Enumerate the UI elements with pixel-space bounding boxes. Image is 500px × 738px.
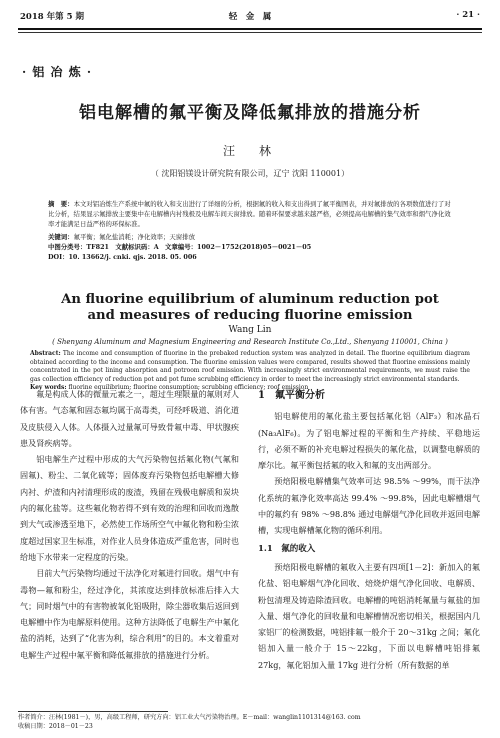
clc-line: 中图分类号：TF821 文献标识码：A 文章编号：1002－1752(2018)05－0021－05 xyxy=(48,243,312,251)
en-abstract-label: Abstract: xyxy=(30,350,61,357)
body-paragraph: 铝电解使用的氟化盐主要包括氟化铝（AlF₃）和冰晶石(Na₃AlF₆)。为了铝电解过程的平衡和生产持续、平稳地运行，必须不断的补充电解过程损失的氟化盐，以调整电解质的摩尔比。氟平衡包括氟的收入和氟的支出两部分。 xyxy=(258,411,480,471)
cn-author: 汪 林 xyxy=(222,144,277,158)
journal-name: 轻 金 属 xyxy=(228,12,272,22)
cn-keywords-text: 氟平衡；氟化盐消耗；净化效率；天窗排放 xyxy=(73,233,195,241)
cn-keywords-label: 关键词： xyxy=(48,233,74,241)
en-keywords-text: fluorine equilibrium; fluorine consumption; scrubbing efficiency; roof emission xyxy=(68,384,309,392)
subsection-1-1-heading: 1.1 氟的收入 xyxy=(258,543,316,554)
body-right-column xyxy=(258,386,480,673)
section-1-heading: 1 氟平衡分析 xyxy=(258,390,325,401)
section-tag: · 铝 冶 炼 · xyxy=(22,65,93,79)
en-title-line1: An fluorine equilibrium of aluminum reduction pot xyxy=(61,292,439,307)
footnote-rule xyxy=(18,711,168,712)
body-paragraph: 预焙阳极电解槽集气效率可达 98.5% ～99%，而干法净化系统的氟净化效率高达 99.4% ～99.8%，因此电解槽烟气中的氟约有 98% ～98.8% 通过电解烟气净化回收并返回电解槽，实现电解槽氟化物的循环利用。 xyxy=(258,476,480,536)
body-paragraph: 铝电解生产过程中形成的大气污染物包括氟化物(气氟和固氟)、粉尘、二氧化硫等；固体废弃污染物包括电解槽大修内衬、炉渣和内衬清理形成的废渣，残留在残极电解质和炭块内的氟化盐等。这些氟化物若得不到有效的治理和回收而逸散到大气或渗透至地下，必然使工作场所空气中氟化物和粉尘浓度超过国家卫生标准，对作业人员身体造成严重危害，同时也给地下水带来一定程度的污染。 xyxy=(20,454,239,562)
cn-abstract-text: 本文对铝冶炼生产系统中氟的收入和支出进行了详细的分析，根据氟的收入和支出得到了氟平衡图表，并对氟排放的各项数值进行了对比分析，结果显示氟排放主要集中在电解槽内衬残极及电解车间天窗排放。随着环保要求越来越严格，必须提高电解槽的集气效率和烟气净化效率才能满足日益严格的环保标准。 xyxy=(48,200,451,228)
cn-abstract xyxy=(48,199,456,229)
cn-abstract-label: 摘 要： xyxy=(48,200,74,208)
en-abstract-text: The income and consumption of fluorine in the prebaked reduction system was analyzed in detail. The fluorine equilibrium diagram obtained according to the income and consumption. The fluorine emission values were compared, results showed that fluorine emissions mainly concentrated in the pot lining absorption and potroom roof emission. With increasingly strict environmental requirements, we must raise the gas collection efficiency of reduction pot and pot fume scrubbing efficiency in order to meet the increasingly strict environmental standards. xyxy=(30,350,470,383)
cn-title: 铝电解槽的氟平衡及降低氟排放的措施分析 xyxy=(79,103,421,123)
en-title xyxy=(0,292,500,324)
en-author: Wang Lin xyxy=(228,325,272,335)
issue-label: 2018 年第 5 期 xyxy=(20,12,84,22)
footnote-author-bio: 作者简介：汪林(1981－)，男，高级工程师，研究方向：铝工业大气污染物治理。E－mail：wanglin1101314@163. com xyxy=(18,714,361,721)
cn-keywords xyxy=(48,232,456,242)
body-paragraph: 目前大气污染物均通过干法净化对氟进行回收。烟气中有毒物—氟和粉尘，经过净化，其浓度达到排放标准后排入大气；同时烟气中的有害物被氧化铝吸附，除尘器收集后返回到电解槽中作为电解原料使用。这种方法降低了电解生产中氟化盐的消耗，达到了“化害为利，综合利用”的目的。本文着重对电解生产过程中氟平衡和降低氟排放的措施进行分析。 xyxy=(20,568,239,660)
doi-line: DOI：10. 13662/j. cnki. qjs. 2018. 05. 006 xyxy=(48,253,197,261)
body-left-column xyxy=(20,386,239,663)
cn-affiliation: （ 沈阳铝镁设计研究院有限公司，辽宁 沈阳 110001） xyxy=(150,169,350,178)
en-affiliation: ( Shenyang Aluminum and Magnesium Engineering and Research Institute Co.,Ltd., Shenyang 110001, China ) xyxy=(52,338,448,346)
en-title-line2: and measures of reducing fluorine emission xyxy=(87,308,413,323)
body-paragraph: 预焙阳极电解槽的氟收入主要有四项[1－2]：新加入的氟化盐、铝电解烟气净化回收、焙烧炉烟气净化回收、电解质、粉包清理及铸造除渣回收。电解槽的吨铝消耗氟量与氟盐的加入量、烟气净化的回收量和电解槽情况密切相关，根据国内几家铝厂的检测数据，吨铝排氟一般介于 20～31kg 之间；氟化铝加入量一般介于 15～22kg，下面以电解槽吨铝排氟27kg，氟化铝加入量 17kg 进行分析（所有数据的单 xyxy=(258,561,480,670)
body-paragraph: 氟是构成人体的微量元素之一，超过生理限量的氟则对人体有害。气态氟和固态氟均属于高毒类，可经呼吸道、消化道及皮肤侵入人体。人体摄入过量氟可导致骨氟中毒、甲状腺疾患及肾疾病等。 xyxy=(20,389,239,448)
footnote-received: 收稿日期：2018－01－23 xyxy=(18,723,93,730)
header-rule-thin xyxy=(18,32,482,33)
header-rule xyxy=(18,28,482,30)
page-number: · 21 · xyxy=(456,10,480,20)
en-keywords-label: Key words: xyxy=(30,384,67,392)
